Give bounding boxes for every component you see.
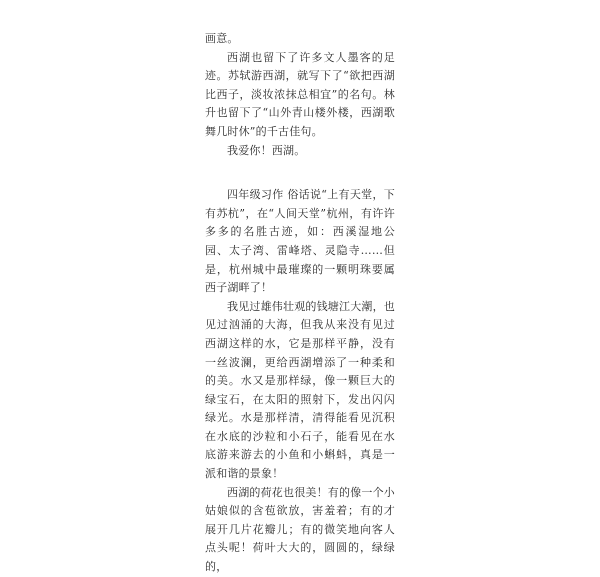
paragraph-lotus: 西湖的荷花也很美！有的像一个小姑娘似的含苞欲放，害羞着；有的才展开几片花瓣儿；有的微笑地向客人点头呢！荷叶大大的，圆圆的，绿绿的，	[205, 485, 395, 574]
paragraph-essay-intro: 四年级习作 俗话说“上有天堂，下有苏杭”，在“人间天堂”杭州，有许许多多的名胜古迹，如：西溪湿地公园、太子湾、雷峰塔、灵隐寺……但是，杭州城中最璀璨的一颗明珠要属西子湖畔了！	[205, 188, 395, 295]
paragraph-continuation: 画意。	[205, 32, 239, 45]
section-gap	[205, 160, 395, 186]
text-column	[205, 30, 395, 577]
paragraph-water: 我见过雄伟壮观的钱塘江大潮，也见过汹涌的大海，但我从来没有见过西湖这样的水，它是那样平静，没有一丝波澜，更给西湖增添了一种柔和的美。水又是那样绿，像一颗巨大的绿宝石，在太阳的照射下，发出闪闪绿光。水是那样清，清得能看见沉积在水底的沙粒和小石子，能看见在水底游来游去的小鱼和小蝌蚪，真是一派和谐的景象！	[205, 299, 395, 481]
paragraph-closing: 我爱你！西湖。	[227, 143, 306, 157]
paragraph-literati: 西湖也留下了许多文人墨客的足迹。苏轼游西湖，就写下了“欲把西湖比西子，淡妆浓抹总相宜”的名句。林升也留下了“山外青山楼外楼，西湖歌舞几时休”的千古佳句。	[205, 50, 395, 138]
